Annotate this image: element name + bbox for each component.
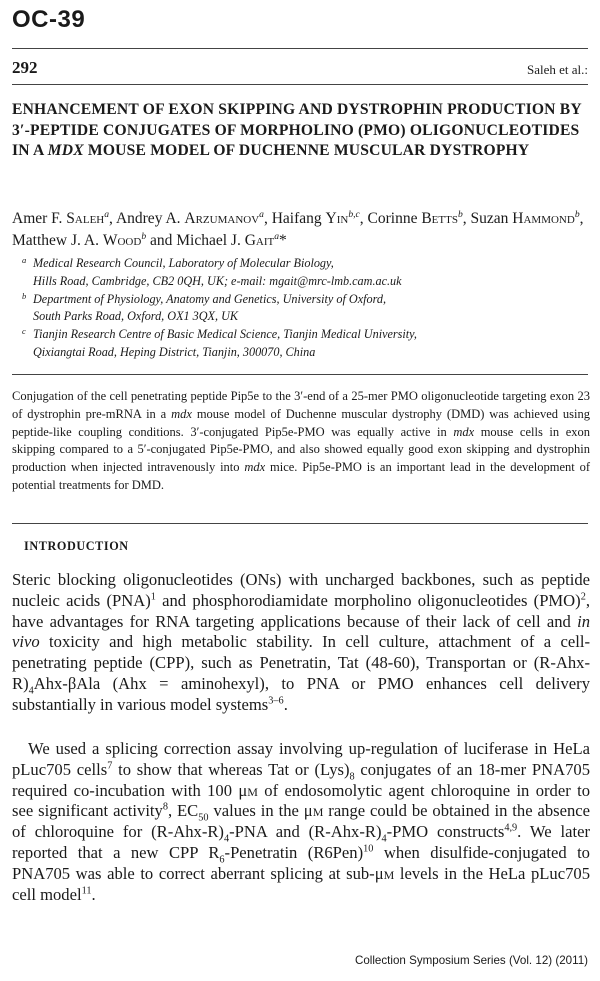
author-list: Amer F. Saleh$^a$, Andrey A. Arzumanov$^a$, Haifang Yin$^{b,c}$, Corinne Betts$^b$, Suzan Hammond$^b$, Matthew J. A. Wood$^b$ and Michael J. Gait$^a$* bbox=[12, 208, 584, 249]
author-affiliation-mark: a bbox=[274, 230, 280, 242]
author-affiliation-mark: b bbox=[574, 208, 580, 220]
running-head: Saleh et al.: bbox=[526, 62, 588, 77]
affiliations bbox=[22, 255, 582, 362]
author-name: Michael J. Gait$^a$* bbox=[176, 230, 287, 249]
article-title: ENHANCEMENT OF EXON SKIPPING AND DYSTROPHIN PRODUCTION BY 3′-PEPTIDE CONJUGATES OF MORPHOLINO (PMO) OLIGONUCLEOTIDES IN A MDX MOUSE MODEL OF DUCHENNE MUSCULAR DYSTROPHY bbox=[12, 101, 582, 159]
section-heading-introduction: INTRODUCTION bbox=[24, 539, 129, 553]
footer-series: Collection Symposium Series (Vol. 12) (2011) bbox=[354, 954, 588, 967]
author-name: Haifang Yin$^{b,c}$ bbox=[271, 208, 360, 227]
header-rule bbox=[12, 84, 588, 85]
article-code: OC-39 bbox=[12, 6, 86, 33]
affiliation-c: c Tianjin Research Centre of Basic Medical Science, Tianjin Medical University, Qixiangtai Road, Heping District, Tianjin, 300070, China bbox=[22, 326, 417, 359]
author-name: Suzan Hammond$^b$ bbox=[470, 208, 580, 227]
author-affiliation-mark: a bbox=[104, 208, 110, 220]
author-affiliation-mark: a bbox=[259, 208, 264, 220]
body-paragraph-1: Steric blocking oligonucleotides (ONs) with uncharged backbones, such as peptide nucleic acids (PNA)$^1$ and phosphorodiamidate morpholino oligonucleotides (PMO)$^2$, have advantages for RNA targeting applications because of their lack of cell and in vivo toxicity and high metabolic stability. In cell culture, attachment of a cell-penetrating peptide (CPP), such as Penetratin, Tat (48-60), Transportan or $(R-Ahx-R)_4Ahx$-βAla (Ahx = aminohexyl), to PNA or PMO enhances cell delivery substantially in various model systems$^{3-6}$. bbox=[12, 570, 590, 714]
abstract-top-rule bbox=[12, 374, 588, 375]
affiliation-b: b Department of Physiology, Anatomy and Genetics, University of Oxford, South Parks Road, Oxford, OX1 3QX, UK bbox=[22, 290, 387, 324]
author-affiliation-mark: b bbox=[457, 208, 463, 220]
author-affiliation-mark: b,c bbox=[348, 208, 360, 220]
page-number: 292 bbox=[12, 58, 38, 77]
top-rule bbox=[12, 48, 588, 49]
affiliation-a: a Medical Research Council, Laboratory of Molecular Biology, Hills Road, Cambridge, CB2 0QH, UK; e-mail: mgait@mrc-lmb.cam.ac.uk bbox=[22, 255, 402, 288]
author-name: Corinne Betts$^b$ bbox=[367, 208, 463, 227]
author-name: Matthew J. A. Wood$^b$ bbox=[12, 230, 147, 249]
abstract-bottom-rule bbox=[12, 523, 588, 524]
abstract: Conjugation of the cell penetrating peptide Pip5e to the 3′-end of a 25-mer PMO oligonucleotide targeting exon 23 of dystrophin pre-mRNA in a mdx mouse model of Duchenne muscular dystrophy (DMD) was achieved using peptide-like coupling conditions. 3′-conjugated Pip5e-PMO was equally active in mdx mouse cells in exon skipping compared to a 5′-conjugated Pip5e-PMO, and also showed equally good exon skipping and dystrophin production when injected intravenously into mdx mice. Pip5e-PMO is an important lead in the development of potential treatments for DMD. bbox=[12, 389, 590, 492]
author-name: Amer F. Saleh$^a$ bbox=[12, 208, 110, 227]
author-name: Andrey A. Arzumanov$^a$ bbox=[115, 208, 264, 227]
body-paragraph-2: We used a splicing correction assay involving up-regulation of luciferase in HeLa pLuc705 cells$^7$ to show that whereas Tat or $(Lys)_8$ conjugates of an 18-mer PNA705 required co-incubation with 100 μm of endosomolytic agent chloroquine in order to see significant activity$^8$, $EC_{50}$ values in the μm range could be obtained in the absence of chloroquine for $(R-Ahx-R)_4$-PNA and $(R-Ahx-R)_4$-PMO constructs$^{4,9}$. We later reported that a new CPP $R_6$-Penetratin $(R6Pen)^{10}$ when disulfide-conjugated to PNA705 was able to correct aberrant splicing at sub-μm levels in the HeLa pLuc705 cell model$^{11}$. bbox=[12, 739, 591, 904]
author-affiliation-mark: b bbox=[141, 230, 147, 242]
